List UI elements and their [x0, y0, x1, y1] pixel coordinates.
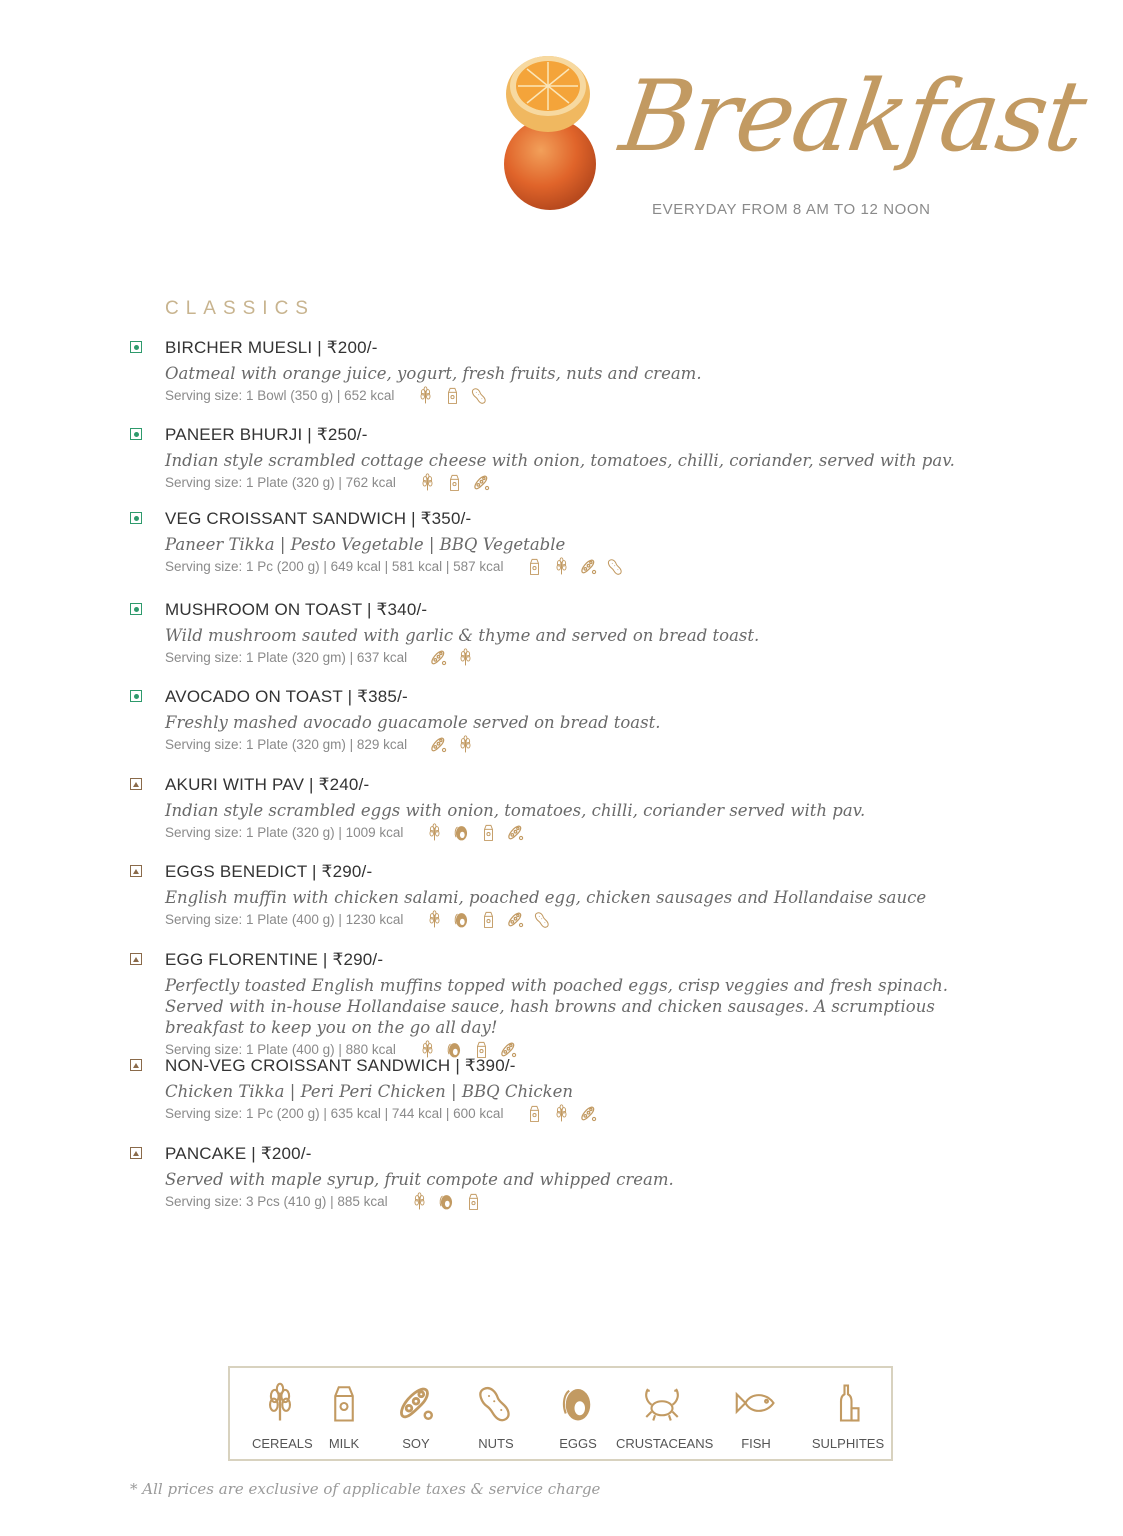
- allergen-icons: [418, 473, 491, 492]
- menu-item: [130, 775, 1030, 842]
- nonveg-marker-icon: [130, 953, 142, 965]
- menu-item: [130, 338, 1030, 405]
- milk-icon: [479, 910, 498, 929]
- item-description: Paneer Tikka | Pesto Vegetable | BBQ Vegetable: [165, 535, 566, 554]
- cereals-icon: [259, 1382, 301, 1424]
- nonveg-marker-icon: [130, 865, 142, 877]
- cereals-icon: [418, 473, 437, 492]
- item-name-price: NON-VEG CROISSANT SANDWICH | ₹390/-: [165, 1056, 516, 1075]
- veg-marker-icon: [130, 603, 142, 615]
- milk-icon: [443, 386, 462, 405]
- legend-label: CEREALS: [252, 1436, 313, 1451]
- item-name-price: VEG CROISSANT SANDWICH | ₹350/-: [165, 509, 472, 528]
- cereals-icon: [456, 735, 475, 754]
- soy-icon: [429, 648, 448, 667]
- cereals-icon: [410, 1192, 429, 1211]
- legend-label: CRUSTACEANS: [616, 1436, 714, 1451]
- veg-marker-icon: [130, 428, 142, 440]
- nonveg-marker-icon: [130, 1147, 142, 1159]
- item-name-price: PANCAKE | ₹200/-: [165, 1144, 312, 1163]
- allergen-icons: [525, 557, 625, 576]
- item-description: Indian style scrambled eggs with onion, tomatoes, chilli, coriander served with pav.: [165, 801, 866, 820]
- menu-item: [130, 509, 1030, 576]
- legend-label: EGGS: [559, 1436, 597, 1451]
- allergen-icons: [425, 910, 552, 929]
- milk-icon: [525, 1104, 544, 1123]
- cereals-icon: [425, 910, 444, 929]
- item-serving: Serving size: 1 Plate (400 g) | 880 kcal: [165, 1042, 396, 1057]
- fish-icon: [735, 1382, 777, 1424]
- legend-item-cereals: [252, 1382, 313, 1451]
- legend-label: FISH: [741, 1436, 771, 1451]
- item-serving: Serving size: 1 Pc (200 g) | 649 kcal | 581 kcal | 587 kcal: [165, 559, 504, 574]
- milk-icon: [323, 1382, 365, 1424]
- footnote: * All prices are exclusive of applicable taxes & service charge: [130, 1480, 601, 1498]
- allergen-icons: [416, 386, 489, 405]
- eggs-icon: [437, 1192, 456, 1211]
- item-serving: Serving size: 1 Bowl (350 g) | 652 kcal: [165, 388, 395, 403]
- orange-illustration: [500, 52, 600, 212]
- legend-label: MILK: [328, 1436, 360, 1451]
- milk-icon: [479, 823, 498, 842]
- item-description: Oatmeal with orange juice, yogurt, fresh fruits, nuts and cream.: [165, 364, 702, 383]
- cereals-icon: [425, 823, 444, 842]
- veg-marker-icon: [130, 690, 142, 702]
- cereals-icon: [416, 386, 435, 405]
- page-title: Breakfast: [613, 60, 1092, 174]
- crustaceans-icon: [641, 1382, 683, 1424]
- milk-icon: [445, 473, 464, 492]
- legend-item-nuts: [470, 1382, 522, 1451]
- item-name-price: AKURI WITH PAV | ₹240/-: [165, 775, 370, 794]
- soy-icon: [579, 557, 598, 576]
- soy-icon: [429, 735, 448, 754]
- item-serving: Serving size: 1 Plate (320 gm) | 829 kcal: [165, 737, 408, 752]
- item-serving: Serving size: 3 Pcs (410 g) | 885 kcal: [165, 1194, 388, 1209]
- milk-icon: [525, 557, 544, 576]
- nuts-icon: [475, 1382, 517, 1424]
- item-description: Served with maple syrup, fruit compote and whipped cream.: [165, 1170, 674, 1189]
- item-serving: Serving size: 1 Plate (320 g) | 762 kcal: [165, 475, 396, 490]
- legend-item-fish: [720, 1382, 792, 1451]
- item-name-price: AVOCADO ON TOAST | ₹385/-: [165, 687, 408, 706]
- legend-label: SOY: [402, 1436, 430, 1451]
- cereals-icon: [552, 1104, 571, 1123]
- nonveg-marker-icon: [130, 778, 142, 790]
- legend-label: NUTS: [478, 1436, 514, 1451]
- legend-item-eggs: [552, 1382, 604, 1451]
- nuts-icon: [470, 386, 489, 405]
- allergen-icons: [410, 1192, 483, 1211]
- eggs-icon: [452, 823, 471, 842]
- item-description: Chicken Tikka | Peri Peri Chicken | BBQ Chicken: [165, 1082, 574, 1101]
- soy-icon: [395, 1382, 437, 1424]
- allergen-icons: [429, 648, 475, 667]
- nuts-icon: [606, 557, 625, 576]
- allergen-icons: [429, 735, 475, 754]
- page-subtitle: EVERYDAY FROM 8 AM TO 12 NOON: [652, 201, 931, 218]
- item-name-price: MUSHROOM ON TOAST | ₹340/-: [165, 600, 428, 619]
- allergen-icons: [525, 1104, 598, 1123]
- allergen-icons: [425, 823, 525, 842]
- item-serving: Serving size: 1 Plate (320 gm) | 637 kcal: [165, 650, 408, 665]
- allergen-legend: [228, 1366, 893, 1461]
- soy-icon: [506, 823, 525, 842]
- cereals-icon: [552, 557, 571, 576]
- legend-item-crustaceans: [616, 1382, 714, 1451]
- eggs-icon: [557, 1382, 599, 1424]
- item-serving: Serving size: 1 Plate (320 g) | 1009 kcal: [165, 825, 404, 840]
- legend-item-soy: [390, 1382, 442, 1451]
- soy-icon: [506, 910, 525, 929]
- item-description: Wild mushroom sauted with garlic & thyme and served on bread toast.: [165, 626, 760, 645]
- menu-item: [130, 1144, 1030, 1211]
- veg-marker-icon: [130, 341, 142, 353]
- item-description: Perfectly toasted English muffins topped with poached eggs, crisp veggies and fresh spinach. Served with in-house Hollandaise sauce, hash browns and chicken sausages. A scrumptious breakfast to keep you on the go all day!: [165, 976, 949, 1037]
- sulphites-icon: [827, 1382, 869, 1424]
- soy-icon: [472, 473, 491, 492]
- nonveg-marker-icon: [130, 1059, 142, 1071]
- menu-item: [130, 1056, 1030, 1123]
- soy-icon: [579, 1104, 598, 1123]
- milk-icon: [464, 1192, 483, 1211]
- nuts-icon: [533, 910, 552, 929]
- legend-item-milk: [322, 1382, 366, 1451]
- item-name-price: EGG FLORENTINE | ₹290/-: [165, 950, 384, 969]
- menu-item: [130, 600, 1030, 667]
- section-heading: CLASSICS: [165, 298, 315, 319]
- legend-item-sulphites: [804, 1382, 892, 1451]
- item-serving: Serving size: 1 Plate (400 g) | 1230 kcal: [165, 912, 404, 927]
- item-name-price: PANEER BHURJI | ₹250/-: [165, 425, 368, 444]
- item-serving: Serving size: 1 Pc (200 g) | 635 kcal | 744 kcal | 600 kcal: [165, 1106, 504, 1121]
- veg-marker-icon: [130, 512, 142, 524]
- item-name-price: BIRCHER MUESLI | ₹200/-: [165, 338, 378, 357]
- item-description: English muffin with chicken salami, poached egg, chicken sausages and Hollandaise sauce: [165, 888, 927, 907]
- menu-item: [130, 425, 1030, 492]
- item-description: Freshly mashed avocado guacamole served on bread toast.: [165, 713, 661, 732]
- item-name-price: EGGS BENEDICT | ₹290/-: [165, 862, 373, 881]
- menu-item: [130, 862, 1030, 929]
- cereals-icon: [456, 648, 475, 667]
- menu-item: [130, 950, 1030, 1059]
- eggs-icon: [452, 910, 471, 929]
- legend-label: SULPHITES: [811, 1436, 885, 1451]
- item-description: Indian style scrambled cottage cheese with onion, tomatoes, chilli, coriander, served with pav.: [165, 451, 955, 470]
- menu-item: [130, 687, 1030, 754]
